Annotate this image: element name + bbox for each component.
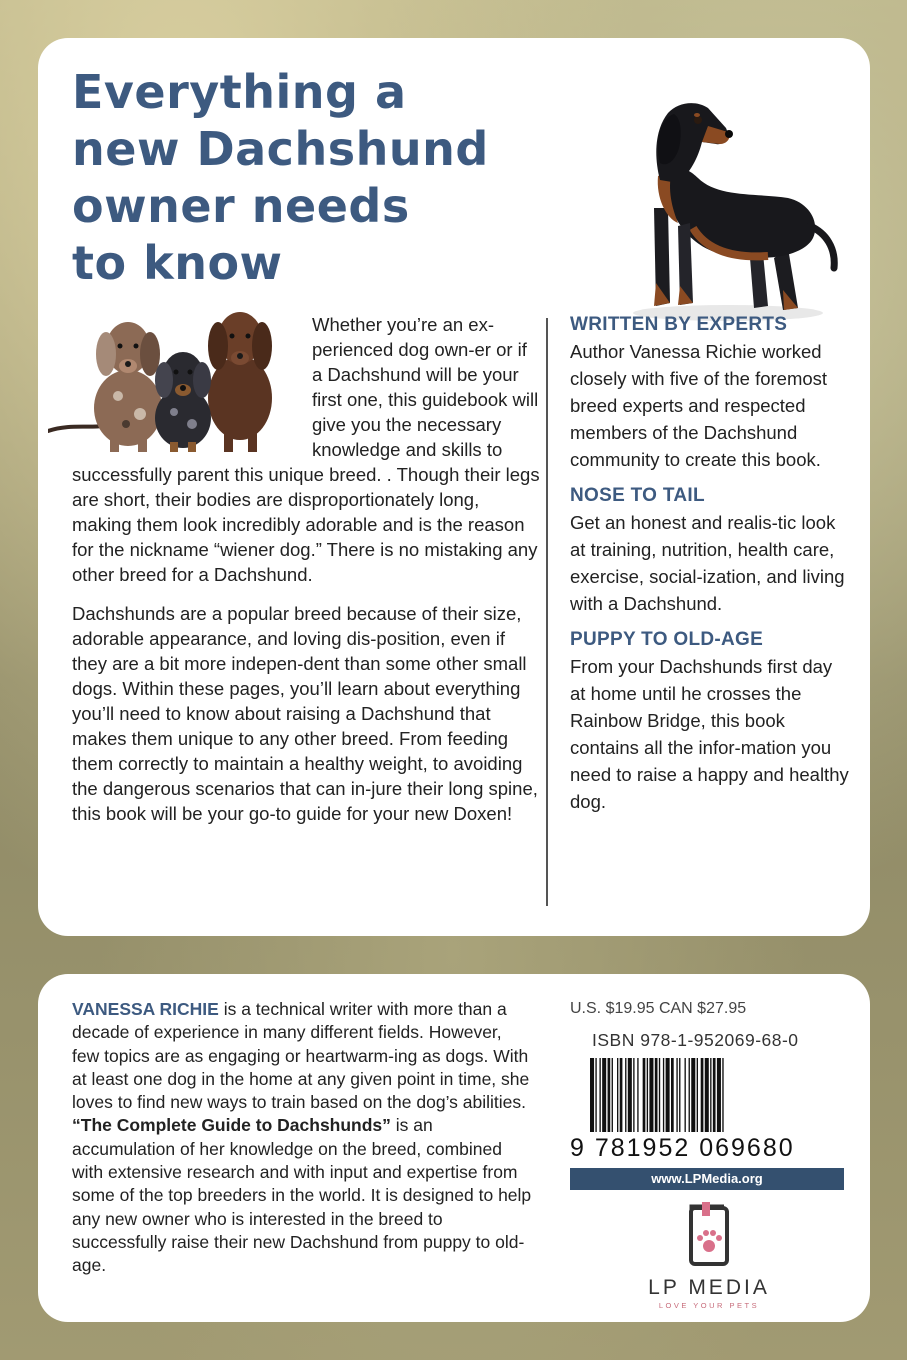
barcode-bar [663,1058,664,1132]
headline-line: owner needs [72,179,410,233]
price: U.S. $19.95 CAN $27.95 [570,1000,747,1017]
feature-title: WRITTEN BY EXPERTS [570,314,788,335]
barcode-bar [666,1058,670,1132]
feature-text: From your Dachshunds first day at home until he crosses the Rainbow Bridge, this book contains all the infor-mation you need to raise a happy and healthy dog. [570,656,849,812]
barcode-bar [722,1058,723,1132]
barcode-digits: 9 781952 069680 [570,1134,795,1162]
barcode-bar [612,1058,613,1132]
barcode-bar [595,1058,596,1132]
barcode-bar [679,1058,680,1132]
column-divider [546,318,548,906]
book-paw-icon [634,1202,784,1276]
barcode-bar [599,1058,600,1132]
barcode-bar [647,1058,648,1132]
feature-item [570,627,850,815]
intro-paragraph: Dachshunds are a popular breed because of their size, adorable appearance, and loving dis-position, even if they are a bit more indepen-dent than some other small dogs. Within these pages, you’ll learn about everything you’ll need to know about raising a Dachshund that makes them unique to any other breed. From feeding them correctly to maintain a healthy weight, to avoiding the dangerous scenarios that can in-jure their long spine, this book will be your go-to guide for your new Doxen! [72,603,538,824]
barcode-bar [717,1058,721,1132]
barcode-bar [625,1058,626,1132]
book-title: “The Complete Guide to Dachshunds” [72,1115,391,1136]
barcode-bar [659,1058,660,1132]
feature-item [570,312,850,473]
top-content-panel [38,38,870,936]
headline-line: to know [72,236,283,290]
barcode-bar [649,1058,653,1132]
barcode-bar [697,1058,698,1132]
intro-paragraph: Whether you’re an ex-perienced dog own-er or if a Dachshund will be your first one, this guidebook will give you the necessary knowledge and skills to successfully parent this unique breed. . Though their legs are short, their bodies are disproportionately long, making them look incredibly adorable and is the reason for the nickname “wiener dog.” There is no mistaking any other breed for a Dachshund. [72,314,540,585]
website-link[interactable]: www.LPMedia.org [570,1168,844,1190]
headline-line: Everything a [72,65,407,119]
barcode-bar [602,1058,606,1132]
feature-list [570,312,850,825]
feature-title: PUPPY TO OLD-AGE [570,629,764,650]
barcode-bar [628,1058,632,1132]
barcode-bar [620,1058,623,1132]
feature-text: Get an honest and realis-tic look at training, nutrition, health care, exercise, social-ization, and living with a Dachshund. [570,512,845,614]
barcode-bar [608,1058,611,1132]
barcode-bar [691,1058,695,1132]
barcode-bar [637,1058,638,1132]
feature-text: Author Vanessa Richie worked closely with five of the foremost breed experts and respected members of the Dachshund community to create this book. [570,341,828,470]
feature-title: NOSE TO TAIL [570,485,705,506]
barcode-bar [676,1058,677,1132]
barcode-bar [710,1058,711,1132]
publisher-logo [634,1202,784,1312]
headline-line: new Dachshund [72,122,489,176]
barcode-bar [671,1058,674,1132]
bio-text: is a technical writer with more than a decade of experience in many different fields. However, few topics are as engaging or heartwarm-ing as dogs. With at least one dog in the home at any given point in time, she loves to find new ways to train based on the dog’s abilities. [72,999,530,1113]
publisher-name: LP MEDIA [648,1276,770,1299]
barcode-bar [685,1058,686,1132]
bottom-info-panel [38,974,870,1322]
barcode-bar [617,1058,618,1132]
barcode-bar [701,1058,704,1132]
author-name: VANESSA RICHIE [72,999,219,1019]
barcode-bar [590,1058,594,1132]
publisher-tagline: LOVE YOUR PETS [658,1301,760,1310]
isbn: ISBN 978-1-952069-68-0 [592,1030,799,1050]
barcode-bar [643,1058,646,1132]
barcode-bar [713,1058,716,1132]
barcode-bar [633,1058,634,1132]
bio-text: is an accumulation of her knowledge on the breed, combined with extensive research and with input and expertise from some of the top breeders in the world. It is designed to help any new owner who is interested in the breed to successfully raise their new Dachshund from puppy to old-age. [72,1115,532,1276]
dachshund-standing-image [598,58,838,328]
intro-text [72,312,542,840]
barcode-bar [655,1058,658,1132]
feature-item [570,483,850,617]
barcode-bar [689,1058,690,1132]
barcode [590,1058,842,1132]
author-bio [72,998,532,1278]
headline [72,64,492,292]
barcode-bar [705,1058,709,1132]
